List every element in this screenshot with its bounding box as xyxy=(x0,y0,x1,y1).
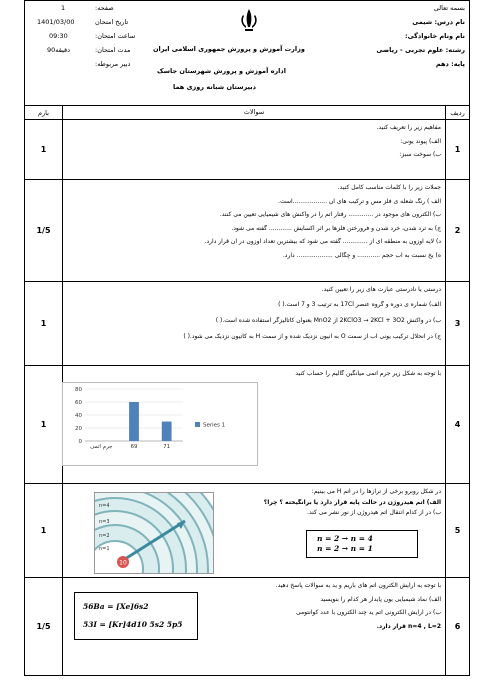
field-label: رشته: علوم تجربی - ریاضی xyxy=(376,46,465,54)
question-text xyxy=(67,180,441,281)
time-label: ساعت امتحان: xyxy=(95,32,136,40)
questions-header: سوالات xyxy=(243,108,265,116)
teacher-label: دبیر مربوطه: xyxy=(95,60,131,68)
question-row-3 xyxy=(24,282,470,366)
question-line: ج) به ترد شدن، خرد شدن و فرورختن فلزها بر اثر اکسایش ............ گفته می شود. xyxy=(231,224,441,232)
question-line: ج) در انحلال ترکیب یونی آب از سمت O به آنیون نزدیک شده و از سمت H به کاتیون نزدیک می شود.( ) xyxy=(183,332,441,340)
question-line: در شکل روبرو برخی از ترازها را در اتم H می بینیم: xyxy=(311,488,441,495)
time-value: 09:30 xyxy=(49,32,68,40)
bohr-label: n=1 xyxy=(99,546,110,552)
page-value: 1 xyxy=(61,4,66,12)
question-text xyxy=(67,282,441,365)
question-line: ب) در از کدام انتقال اتم هیدروژن از نور نشر می کند. xyxy=(307,509,441,516)
page-label: صفحه: xyxy=(95,4,114,12)
date-value: 1401/03/00 xyxy=(37,18,75,26)
y-tick-label: 20 xyxy=(75,426,82,432)
question-line: با توجه به آرایش الکترون اتم های باریم و ید به سوالات پاسخ دهید. xyxy=(275,582,441,589)
question-number: 2 xyxy=(445,180,469,281)
question-row-1 xyxy=(24,120,470,180)
y-tick-label: 40 xyxy=(75,413,82,419)
question-line: د) لایه اوزون به منطقه ای از ............. گفته می شود که بیشترین تعداد اوزون در آن قرار دارد. xyxy=(204,238,441,245)
duration-label: مدت امتحان: xyxy=(95,46,131,54)
question-line: ب) سوخت سبز: xyxy=(399,151,441,158)
exam-page xyxy=(24,0,470,698)
question-line: الف) پیوند یونی: xyxy=(400,137,441,145)
x-tick-label: 69 xyxy=(130,444,138,450)
question-line: ه) یخ نسبت به آب حجم ............ و چگالی ................... دارد. xyxy=(282,251,441,259)
question-score: 1 xyxy=(25,282,63,365)
question-number: 1 xyxy=(445,120,469,179)
question-number: 6 xyxy=(445,578,469,675)
bar-chart-svg xyxy=(63,383,257,465)
question-line: مفاهیم زیر را تعریف کنید. xyxy=(376,124,441,131)
legend-swatch xyxy=(195,422,200,427)
bohr-orbits-svg xyxy=(95,493,213,573)
question-line: با توجه به شکل زیر جرم اتمی میانگین گالیم را حساب کنید xyxy=(295,370,441,377)
bohr-label: n=2 xyxy=(99,533,110,539)
chart-bar xyxy=(162,422,172,442)
x-tick-label: جرم اتمی xyxy=(90,444,113,450)
office-title: اداره آموزش و پرورش شهرستان جاسک xyxy=(157,67,286,75)
subject-label: نام درس: شیمی xyxy=(412,18,465,26)
question-number: 5 xyxy=(445,484,469,577)
question-line: درستی یا نادرستی عبارت های زیر را تعیین کنید. xyxy=(321,286,441,293)
table-header-row xyxy=(24,106,470,120)
question-line: جملات زیر را با کلمات مناسب کامل کنید. xyxy=(337,184,441,191)
legend-label: Series 1 xyxy=(203,422,226,429)
ministry-title: وزارت آموزش و پرورش جمهوری اسلامی ایران xyxy=(153,45,305,53)
question-line: n=4 , L=2 قرار دارد. xyxy=(376,622,441,630)
bohr-diagram xyxy=(94,492,214,574)
transitions-box xyxy=(306,530,418,558)
question-line: ب) الکترون های موجود در ............. رفتار اتم را در واکنش های شیمیایی تعیین می کنند. xyxy=(219,211,441,218)
exam-header xyxy=(24,0,470,106)
chart-bar xyxy=(129,402,139,441)
question-line: الف) شماره ی دوره و گروه عنصر 17Cl به ترتیب 3 و 7 است.( ) xyxy=(278,300,441,308)
iran-emblem-icon xyxy=(237,7,261,33)
y-tick-label: 60 xyxy=(75,400,82,406)
y-tick-label: 80 xyxy=(75,387,82,393)
question-score: 1 xyxy=(25,366,63,483)
gallium-chart xyxy=(62,382,258,466)
question-line: ب) در واکنش 2KClO3 → 2KCl + 3O2 از MnO2 بعنوان کاتالیزگر استفاده شده است.( ) xyxy=(215,317,441,324)
bismillah: بسمه تعالی xyxy=(433,4,465,12)
question-score: 1 xyxy=(25,484,63,577)
question-number: 4 xyxy=(445,366,469,483)
question-number: 3 xyxy=(445,282,469,365)
question-score: 1/5 xyxy=(25,578,63,675)
bohr-label: n=4 xyxy=(99,503,110,509)
x-tick-label: 71 xyxy=(163,444,171,450)
duration-value: 90دقیقه xyxy=(47,46,71,54)
bohr-label: n=3 xyxy=(99,519,110,525)
question-line: الف) اتم هیدروژن در حالت پایه قرار دارد یا برانگیخته ؟ چرا؟ xyxy=(263,498,441,506)
name-label: نام ونام خانوادگی: xyxy=(404,32,465,40)
question-line: الف) نماد شیمیایی یون پایدار هر کدام را بنویسید xyxy=(320,595,441,603)
question-line: الف ) رنگ شعله ی فلز مس و ترکیب های آن ..................است. xyxy=(278,197,441,205)
question-score: 1 xyxy=(25,120,63,179)
transition-line: n = 2 → n = 4 xyxy=(317,534,373,543)
question-score: 1/5 xyxy=(25,180,63,281)
question-line: ب) در آرایش الکترونی اتم ید چند الکترون با عدد کوانتومی xyxy=(295,609,441,616)
electron-config-box xyxy=(74,592,198,640)
score-header: بارم xyxy=(25,106,63,119)
grade-label: پایه: دهم xyxy=(435,60,465,68)
barium-config: 56Ba = [Xe]6s2 xyxy=(83,602,149,611)
school-title: دبیرستان شبانه روزی هما xyxy=(173,83,256,91)
row-header: ردیف xyxy=(445,106,469,119)
question-text xyxy=(67,120,441,179)
transition-line: n = 2 → n = 1 xyxy=(317,544,373,553)
question-row-2 xyxy=(24,180,470,282)
nucleus-label: 10 xyxy=(119,559,127,567)
date-label: تاریخ امتحان xyxy=(95,18,129,26)
iodine-config: 53I = [Kr]4d10 5s2 5p5 xyxy=(83,620,183,629)
y-tick-label: 0 xyxy=(78,439,82,445)
